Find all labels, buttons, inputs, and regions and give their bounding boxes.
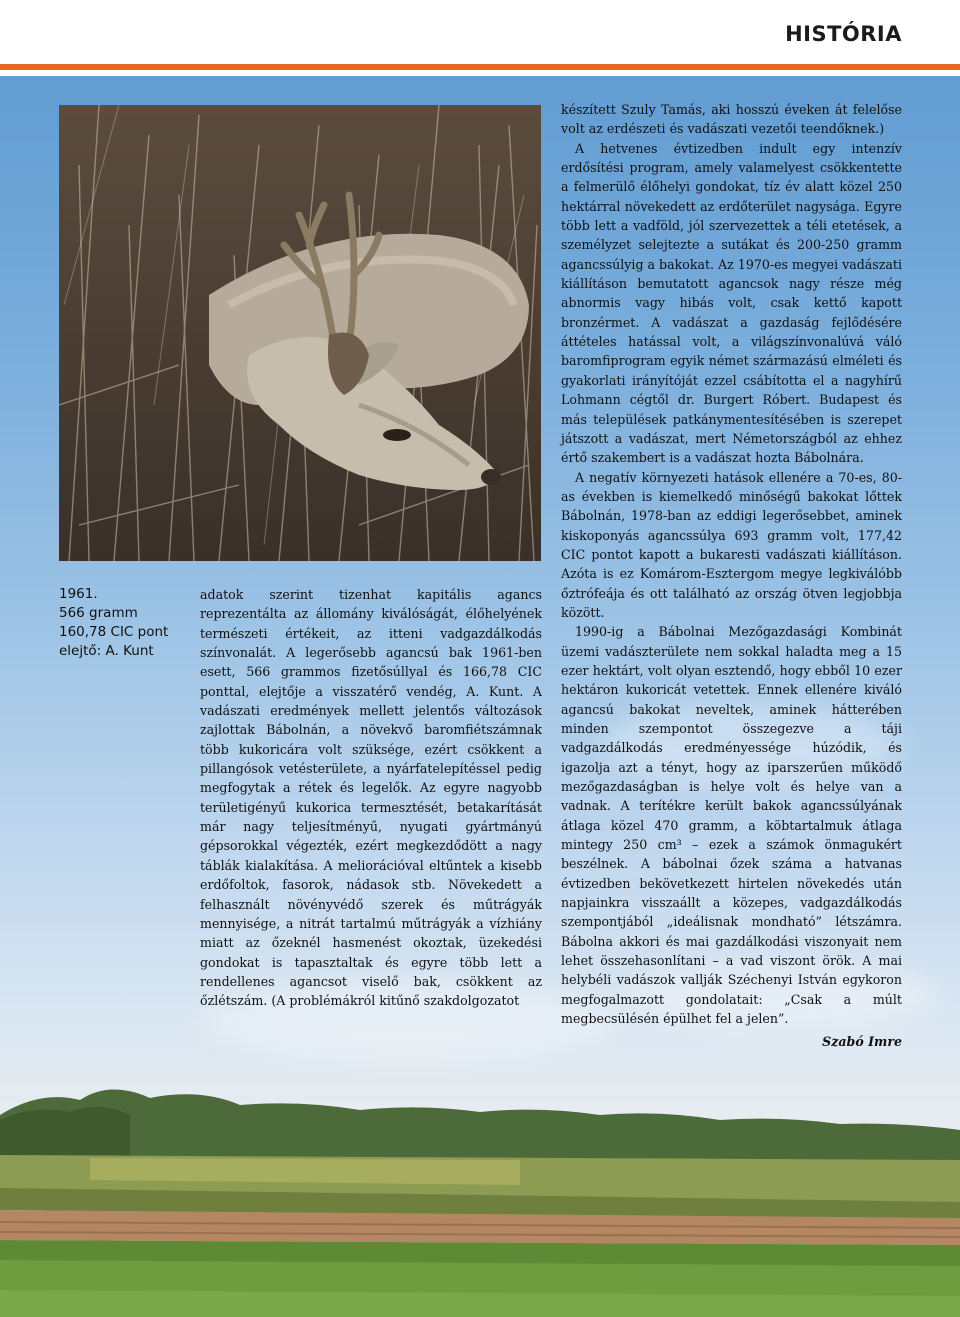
article-paragraph: készített Szuly Tamás, aki hosszú éveken át felelőse volt az erdészeti és vadászati vezetői teendőknek.) bbox=[561, 102, 902, 137]
landscape-illustration bbox=[0, 1060, 960, 1317]
article-paragraph: 1990-ig a Bábolnai Mezőgazdasági Kombinát üzemi vadászterülete nem sokkal haladta meg a 15 ezer hektárt, volt olyan esztendő, hogy ebből 10 ezer hektáron kukoricát vetettek. Ennek ellenére kiváló agancsú bakokat neveltek, aminek hátterében minden szempontot összegezve a táji vadgazdálkodás eredményessége húzódik, és igazolja azt a tényt, hogy az iparszerűen működő mezőgazdaságban is helye volt és helye van a vadnak. A terítékre került bakok agancssúlyának átlaga közel 470 gramm, a köbtartalmuk átlaga mintegy 250 cm³ – ezek a számok önmagukért beszélnek. A bábolnai őzek száma a hatvanas évtizedben bekövetkezett hirtelen növekedés után napjainkra visszaállt a közepes, vadgazdálkodás szempontjából „ideálisnak mondható” létszámra. Bábolna akkori és mai gazdálkodási viszonyait nem lehet összehasonlítani – a vad viszont örök. A mai helybéli vadászok vallják Széchenyi István egykoron megfogalmazott gondolatait: „Csak a múlt megbecsülésén épülhet fel a jelen”. bbox=[561, 624, 902, 1027]
section-title: HISTÓRIA bbox=[785, 22, 902, 46]
deer-photo bbox=[59, 105, 541, 561]
deer-photo-illustration bbox=[59, 105, 541, 561]
page-header bbox=[0, 0, 960, 76]
caption-line: 1961. bbox=[59, 586, 98, 602]
caption-line: 160,78 CIC pont bbox=[59, 624, 169, 640]
caption-line: elejtő: A. Kunt bbox=[59, 643, 154, 659]
caption-line: 566 gramm bbox=[59, 605, 138, 621]
article-paragraph: A hetvenes évtizedben indult egy intenzív erdősítési program, amely valamelyest csökkentette a felmerülő élőhelyi gondokat, tíz év alatt közel 250 hektárral növekedett az erdőterület nagysága. Egyre több lett a vadföld, jól szervezettek a téli etetések, a személyzet selejtezte a sutákat és 200-250 gramm agancssúlyig a bakokat. Az 1970-es megyei vadászati kiállításon bemutatott agancsok nagy része még abnormis vagy hibás volt, csak kettő kapott bronzérmet. A vadászat a gazdaság fejlődésére áttételes hatással volt, a világszínvonalúvá váló baromfiprogram egyik német származású elméleti és gyakorlati irányítóját ezzel csábította el a nagyhírű Lohmann cégtől dr. Burgert Róbert. Budapest és más települések patkánymentesítésében is szerepet játszott a vadászat, mert Németországból az ehhez értő szakembert is a vadászat hozta Bábolnára. bbox=[561, 140, 902, 466]
photo-caption bbox=[59, 585, 189, 661]
article-column-1 bbox=[200, 585, 542, 1011]
article-paragraph: A negatív környezeti hatások ellenére a 70-es, 80-as években is kiemelkedő minőségű bakokat lőttek Bábolnán, 1978-ban az eddigi legerősebbet, aminek kiskoponyás agancssúlya 693 gramm volt, 177,42 CIC pontot kapott a bukaresti vadászati kiállításon. Azóta is ez Komárom-Esztergom megye legkiválóbb őztrófeája és ott található az ország ötven legjobbja között. bbox=[561, 469, 902, 620]
article-column-2 bbox=[561, 100, 902, 1051]
article-paragraph: adatok szerint tizenhat kapitális agancs reprezentálta az állomány kiválóságát, élőhelyének természeti értékeit, az itteni vadgazdálkodás színvonalát. A legerősebb agancsú bak 1961-ben esett, 566 grammos fizetősúllyal és 166,78 CIC ponttal, elejtője a visszatérő vendég, A. Kunt. A vadászati eredmények mellett jelentős változások zajlottak Bábolnán, a növekvő baromfiétszámnak több kukoricára volt szüksége, ezért csökkent a pillangósok vetésterülete, a nyárfatelepítéssel pedig megfogytak a rétek és legelők. Az egyre nagyobb területigényű kukorica termesztését, betakarítását már nagy teljesítményű, nyugati gyártmányú gépsorokkal végezték, ezért megkezdődött a nagy táblák kialakítása. A meliorációval eltűntek a kisebb erdőfoltok, fasorok, nádasok stb. Növekedett a felhasznált növényvédő szerek és műtrágyák mennyisége, a nitrát tartalmú műtrágyák a vízhiány miatt az őzeknél hasmenést okoztak, üzekedési gondokat is tapasztaltak és egyre több lett a rendellenes agancsot viselő bak, csökkent az őzlétszám. (A problémákról kitűnő szakdolgozatot bbox=[200, 587, 542, 1009]
header-accent-line bbox=[0, 64, 960, 70]
author-signature: Szabó Imre bbox=[822, 1033, 902, 1049]
